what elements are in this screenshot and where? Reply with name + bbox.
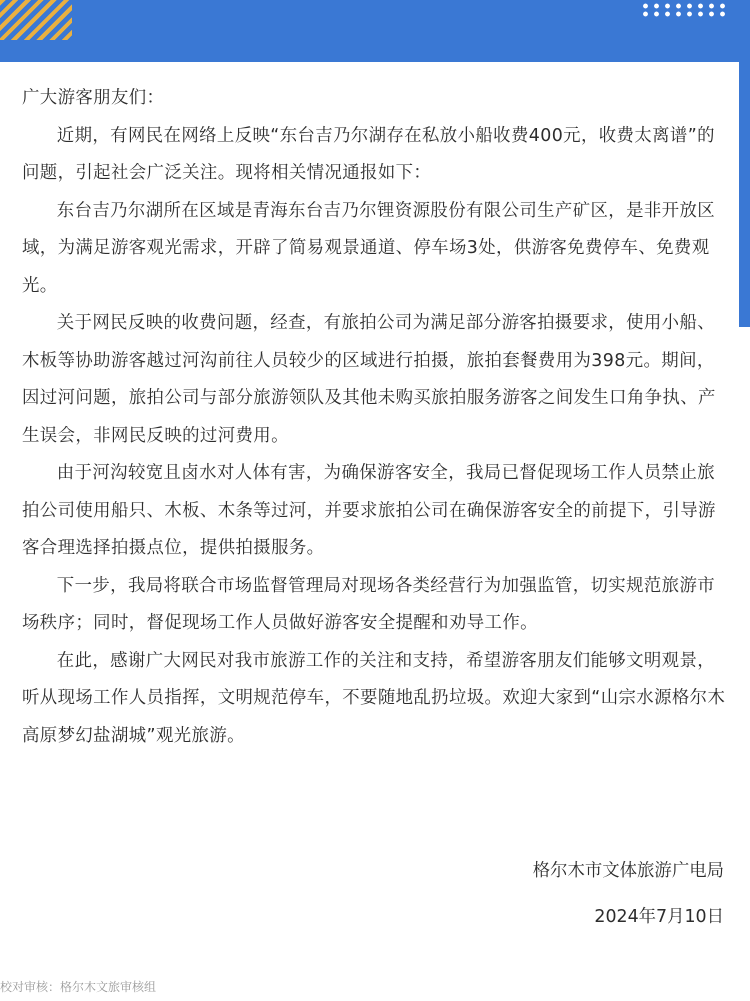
decorative-dots: [640, 2, 728, 18]
notice-paragraph: 关于网民反映的收费问题，经查，有旅拍公司为满足部分游客拍摄要求，使用小船、木板等协助游客越过河沟前往人员较少的区域进行拍摄，旅拍套餐费用为398元。期间，因过河问题，旅拍公司与部分旅游领队及其他未购买旅拍服务游客之间发生口角争执、产生误会，非网民反映的过河费用。: [22, 313, 716, 446]
notice-signature: 格尔木市文体旅游广电局: [532, 861, 724, 881]
notice-paragraph: 在此，感谢广大网民对我市旅游工作的关注和支持，希望游客朋友们能够文明观景，听从现场工作人员指挥，文明规范停车，不要随地乱扔垃圾。欢迎大家到“山宗水源格尔木 高原梦幻盐湖城”观光旅游。: [22, 650, 726, 746]
review-credit: 校对审核：格尔木文旅审核组: [0, 980, 157, 994]
notice-paragraph: 下一步，我局将联合市场监督管理局对现场各类经营行为加强监管，切实规范旅游市场秩序；同时，督促现场工作人员做好游客安全提醒和劝导工作。: [22, 575, 716, 633]
notice-greeting: 广大游客朋友们：: [22, 88, 165, 108]
notice-body: [22, 80, 727, 755]
decorative-stripes: [0, 0, 72, 40]
header-banner: [0, 0, 750, 62]
notice-paragraph: 东台吉乃尔湖所在区域是青海东台吉乃尔锂资源股份有限公司生产矿区，是非开放区域，为满足游客观光需求，开辟了简易观景通道、停车场3处，供游客免费停车、免费观光。: [22, 200, 716, 296]
decorative-side-band: [739, 62, 750, 327]
notice-paragraph: 由于河沟较宽且卤水对人体有害，为确保游客安全，我局已督促现场工作人员禁止旅拍公司使用船只、木板、木条等过河，并要求旅拍公司在确保游客安全的前提下，引导游客合理选择拍摄点位，提供拍摄服务。: [22, 463, 716, 558]
notice-paragraph: 近期，有网民在网络上反映“东台吉乃尔湖存在私放小船收费400元，收费太离谱”的问题，引起社会广泛关注。现将相关情况通报如下：: [22, 125, 715, 183]
notice-card: [12, 62, 739, 947]
notice-date: 2024年7月10日: [594, 907, 724, 927]
